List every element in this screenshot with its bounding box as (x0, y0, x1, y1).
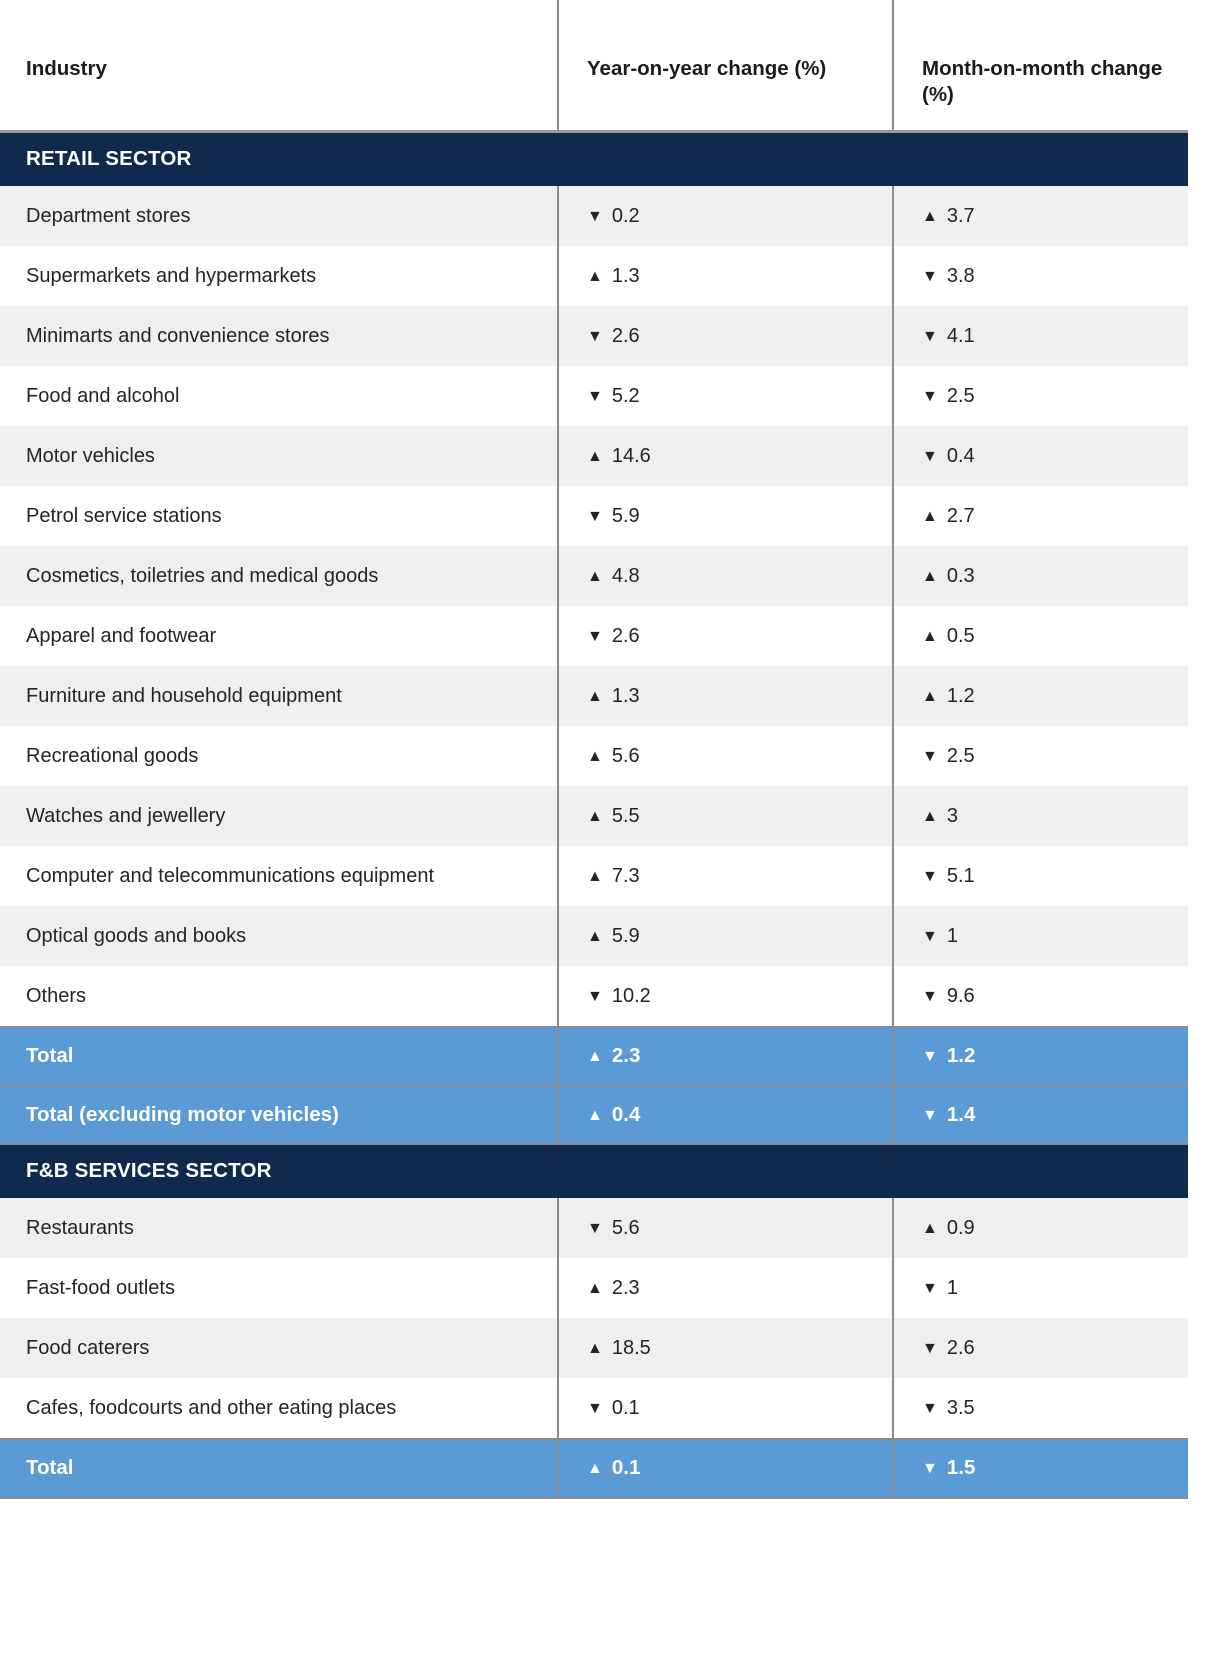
month-on-month-value (893, 666, 1188, 726)
month-on-month-value (893, 486, 1188, 546)
table-row (0, 246, 1188, 306)
triangle-down-icon: ▼ (587, 208, 603, 226)
table-row (0, 186, 1188, 246)
year-on-year-value (558, 726, 893, 786)
value-text: 1 (946, 1277, 958, 1300)
table-row (0, 726, 1188, 786)
column-header-industry: Industry (0, 0, 558, 132)
value-text: 5.9 (611, 925, 640, 948)
industry-label: Cafes, foodcourts and other eating places (0, 1378, 558, 1439)
value-text: 7.3 (611, 865, 640, 888)
year-on-year-value (558, 426, 893, 486)
year-on-year-value (558, 606, 893, 666)
month-on-month-value (893, 786, 1188, 846)
value-text: 2.7 (946, 505, 975, 528)
value-text: 2.6 (611, 325, 640, 348)
table-total-row (0, 1439, 1188, 1498)
triangle-down-icon: ▼ (587, 388, 603, 406)
month-on-month-value (893, 1258, 1188, 1318)
month-on-month-value (893, 246, 1188, 306)
industry-label: Cosmetics, toiletries and medical goods (0, 546, 558, 606)
month-on-month-value (893, 366, 1188, 426)
triangle-up-icon: ▲ (922, 808, 938, 826)
triangle-down-icon: ▼ (922, 1280, 938, 1298)
triangle-down-icon: ▼ (922, 988, 938, 1006)
table-row (0, 366, 1188, 426)
table-row (0, 666, 1188, 726)
table-total-row (0, 1027, 1188, 1086)
value-text: 0.2 (611, 205, 640, 228)
triangle-up-icon: ▲ (587, 748, 603, 766)
section-label: F&B SERVICES SECTOR (0, 1144, 558, 1198)
value-text: 14.6 (611, 445, 651, 468)
value-text: 1.3 (611, 265, 640, 288)
triangle-down-icon: ▼ (922, 1340, 938, 1358)
month-on-month-value (893, 606, 1188, 666)
year-on-year-value (558, 966, 893, 1027)
value-text: 2.6 (946, 1337, 975, 1360)
table-row (0, 1318, 1188, 1378)
year-on-year-value (558, 1378, 893, 1439)
value-text: 2.3 (611, 1044, 641, 1068)
table-total-row (0, 1086, 1188, 1145)
value-text: 1.4 (946, 1102, 976, 1126)
year-on-year-value (558, 186, 893, 246)
triangle-up-icon: ▲ (587, 568, 603, 586)
triangle-down-icon: ▼ (587, 508, 603, 526)
industry-label: Computer and telecommunications equipment (0, 846, 558, 906)
triangle-up-icon: ▲ (587, 868, 603, 886)
triangle-up-icon: ▲ (587, 268, 603, 286)
month-on-month-value (893, 426, 1188, 486)
industry-label: Minimarts and convenience stores (0, 306, 558, 366)
value-text: 1.2 (946, 1044, 976, 1068)
table-row (0, 306, 1188, 366)
year-on-year-value (558, 1027, 893, 1086)
value-text: 5.2 (611, 385, 640, 408)
triangle-up-icon: ▲ (587, 1048, 603, 1066)
value-text: 3 (946, 805, 958, 828)
industry-label: Petrol service stations (0, 486, 558, 546)
triangle-up-icon: ▲ (587, 1460, 603, 1478)
month-on-month-value (893, 1439, 1188, 1498)
year-on-year-value (558, 1086, 893, 1145)
triangle-down-icon: ▼ (587, 988, 603, 1006)
table-section-header-row (0, 1144, 1188, 1198)
industry-label: Optical goods and books (0, 906, 558, 966)
industry-label: Watches and jewellery (0, 786, 558, 846)
triangle-up-icon: ▲ (587, 448, 603, 466)
value-text: 0.4 (946, 445, 975, 468)
table-row (0, 846, 1188, 906)
triangle-down-icon: ▼ (922, 928, 938, 946)
triangle-up-icon: ▲ (587, 1280, 603, 1298)
month-on-month-value (893, 1144, 1188, 1198)
triangle-up-icon: ▲ (587, 1106, 603, 1124)
triangle-up-icon: ▲ (922, 568, 938, 586)
month-on-month-value (893, 966, 1188, 1027)
value-text: 2.5 (946, 385, 975, 408)
value-text: 18.5 (611, 1337, 651, 1360)
triangle-up-icon: ▲ (922, 628, 938, 646)
year-on-year-value (558, 1318, 893, 1378)
year-on-year-value (558, 846, 893, 906)
year-on-year-value (558, 366, 893, 426)
year-on-year-value (558, 246, 893, 306)
triangle-up-icon: ▲ (587, 688, 603, 706)
value-text: 3.7 (946, 205, 975, 228)
value-text: 2.5 (946, 745, 975, 768)
column-header-month-on-month: Month-on-month change (%) (893, 0, 1188, 132)
industry-label: Total (0, 1439, 558, 1498)
table-body (0, 132, 1188, 1498)
column-header-year-on-year: Year-on-year change (%) (558, 0, 893, 132)
triangle-up-icon: ▲ (922, 688, 938, 706)
industry-label: Restaurants (0, 1198, 558, 1258)
value-text: 0.4 (611, 1102, 641, 1126)
year-on-year-value (558, 666, 893, 726)
table-row (0, 606, 1188, 666)
industry-label: Motor vehicles (0, 426, 558, 486)
year-on-year-value (558, 1439, 893, 1498)
triangle-down-icon: ▼ (922, 1048, 938, 1066)
triangle-down-icon: ▼ (922, 328, 938, 346)
year-on-year-value (558, 906, 893, 966)
triangle-up-icon: ▲ (922, 508, 938, 526)
value-text: 5.1 (946, 865, 975, 888)
year-on-year-value (558, 786, 893, 846)
month-on-month-value (893, 1198, 1188, 1258)
value-text: 5.6 (611, 1217, 640, 1240)
value-text: 2.6 (611, 625, 640, 648)
month-on-month-value (893, 132, 1188, 186)
triangle-down-icon: ▼ (922, 1106, 938, 1124)
triangle-up-icon: ▲ (587, 928, 603, 946)
value-text: 1 (946, 925, 958, 948)
triangle-down-icon: ▼ (587, 1220, 603, 1238)
month-on-month-value (893, 1027, 1188, 1086)
year-on-year-value (558, 1258, 893, 1318)
industry-label: Department stores (0, 186, 558, 246)
year-on-year-value (558, 1144, 893, 1198)
value-text: 4.1 (946, 325, 975, 348)
value-text: 2.3 (611, 1277, 640, 1300)
value-text: 5.5 (611, 805, 640, 828)
table-row (0, 1258, 1188, 1318)
value-text: 10.2 (611, 985, 651, 1008)
industry-label: Fast-food outlets (0, 1258, 558, 1318)
industry-label: Furniture and household equipment (0, 666, 558, 726)
month-on-month-value (893, 906, 1188, 966)
month-on-month-value (893, 846, 1188, 906)
industry-label: Total (excluding motor vehicles) (0, 1086, 558, 1145)
triangle-down-icon: ▼ (587, 628, 603, 646)
industry-label: Food caterers (0, 1318, 558, 1378)
table-header-row (0, 0, 1188, 132)
month-on-month-value (893, 186, 1188, 246)
year-on-year-value (558, 486, 893, 546)
triangle-down-icon: ▼ (922, 1400, 938, 1418)
month-on-month-value (893, 1086, 1188, 1145)
value-text: 3.8 (946, 265, 975, 288)
triangle-up-icon: ▲ (587, 1340, 603, 1358)
triangle-down-icon: ▼ (922, 748, 938, 766)
industry-label: Food and alcohol (0, 366, 558, 426)
triangle-up-icon: ▲ (587, 808, 603, 826)
value-text: 1.2 (946, 685, 975, 708)
triangle-down-icon: ▼ (587, 328, 603, 346)
year-on-year-value (558, 1198, 893, 1258)
table-row (0, 426, 1188, 486)
industry-label: Others (0, 966, 558, 1027)
triangle-down-icon: ▼ (587, 1400, 603, 1418)
table-row (0, 486, 1188, 546)
value-text: 1.3 (611, 685, 640, 708)
year-on-year-value (558, 132, 893, 186)
month-on-month-value (893, 306, 1188, 366)
month-on-month-value (893, 546, 1188, 606)
triangle-down-icon: ▼ (922, 388, 938, 406)
triangle-down-icon: ▼ (922, 1460, 938, 1478)
triangle-up-icon: ▲ (922, 1220, 938, 1238)
table-row (0, 546, 1188, 606)
triangle-down-icon: ▼ (922, 868, 938, 886)
table-section-header-row (0, 132, 1188, 186)
industry-label: Recreational goods (0, 726, 558, 786)
value-text: 9.6 (946, 985, 975, 1008)
table-row (0, 966, 1188, 1027)
value-text: 5.9 (611, 505, 640, 528)
value-text: 4.8 (611, 565, 640, 588)
industry-label: Apparel and footwear (0, 606, 558, 666)
section-label: RETAIL SECTOR (0, 132, 558, 186)
month-on-month-value (893, 1378, 1188, 1439)
year-on-year-value (558, 546, 893, 606)
industry-label: Supermarkets and hypermarkets (0, 246, 558, 306)
table-row (0, 786, 1188, 846)
value-text: 0.3 (946, 565, 975, 588)
value-text: 3.5 (946, 1397, 975, 1420)
value-text: 0.1 (611, 1456, 641, 1480)
table-header (0, 0, 1188, 132)
value-text: 5.6 (611, 745, 640, 768)
industry-label: Total (0, 1027, 558, 1086)
value-text: 0.9 (946, 1217, 975, 1240)
triangle-down-icon: ▼ (922, 448, 938, 466)
month-on-month-value (893, 1318, 1188, 1378)
table-row (0, 1378, 1188, 1439)
value-text: 0.1 (611, 1397, 640, 1420)
year-on-year-value (558, 306, 893, 366)
table-row (0, 1198, 1188, 1258)
value-text: 0.5 (946, 625, 975, 648)
table-row (0, 906, 1188, 966)
triangle-down-icon: ▼ (922, 268, 938, 286)
triangle-up-icon: ▲ (922, 208, 938, 226)
month-on-month-value (893, 726, 1188, 786)
value-text: 1.5 (946, 1456, 976, 1480)
